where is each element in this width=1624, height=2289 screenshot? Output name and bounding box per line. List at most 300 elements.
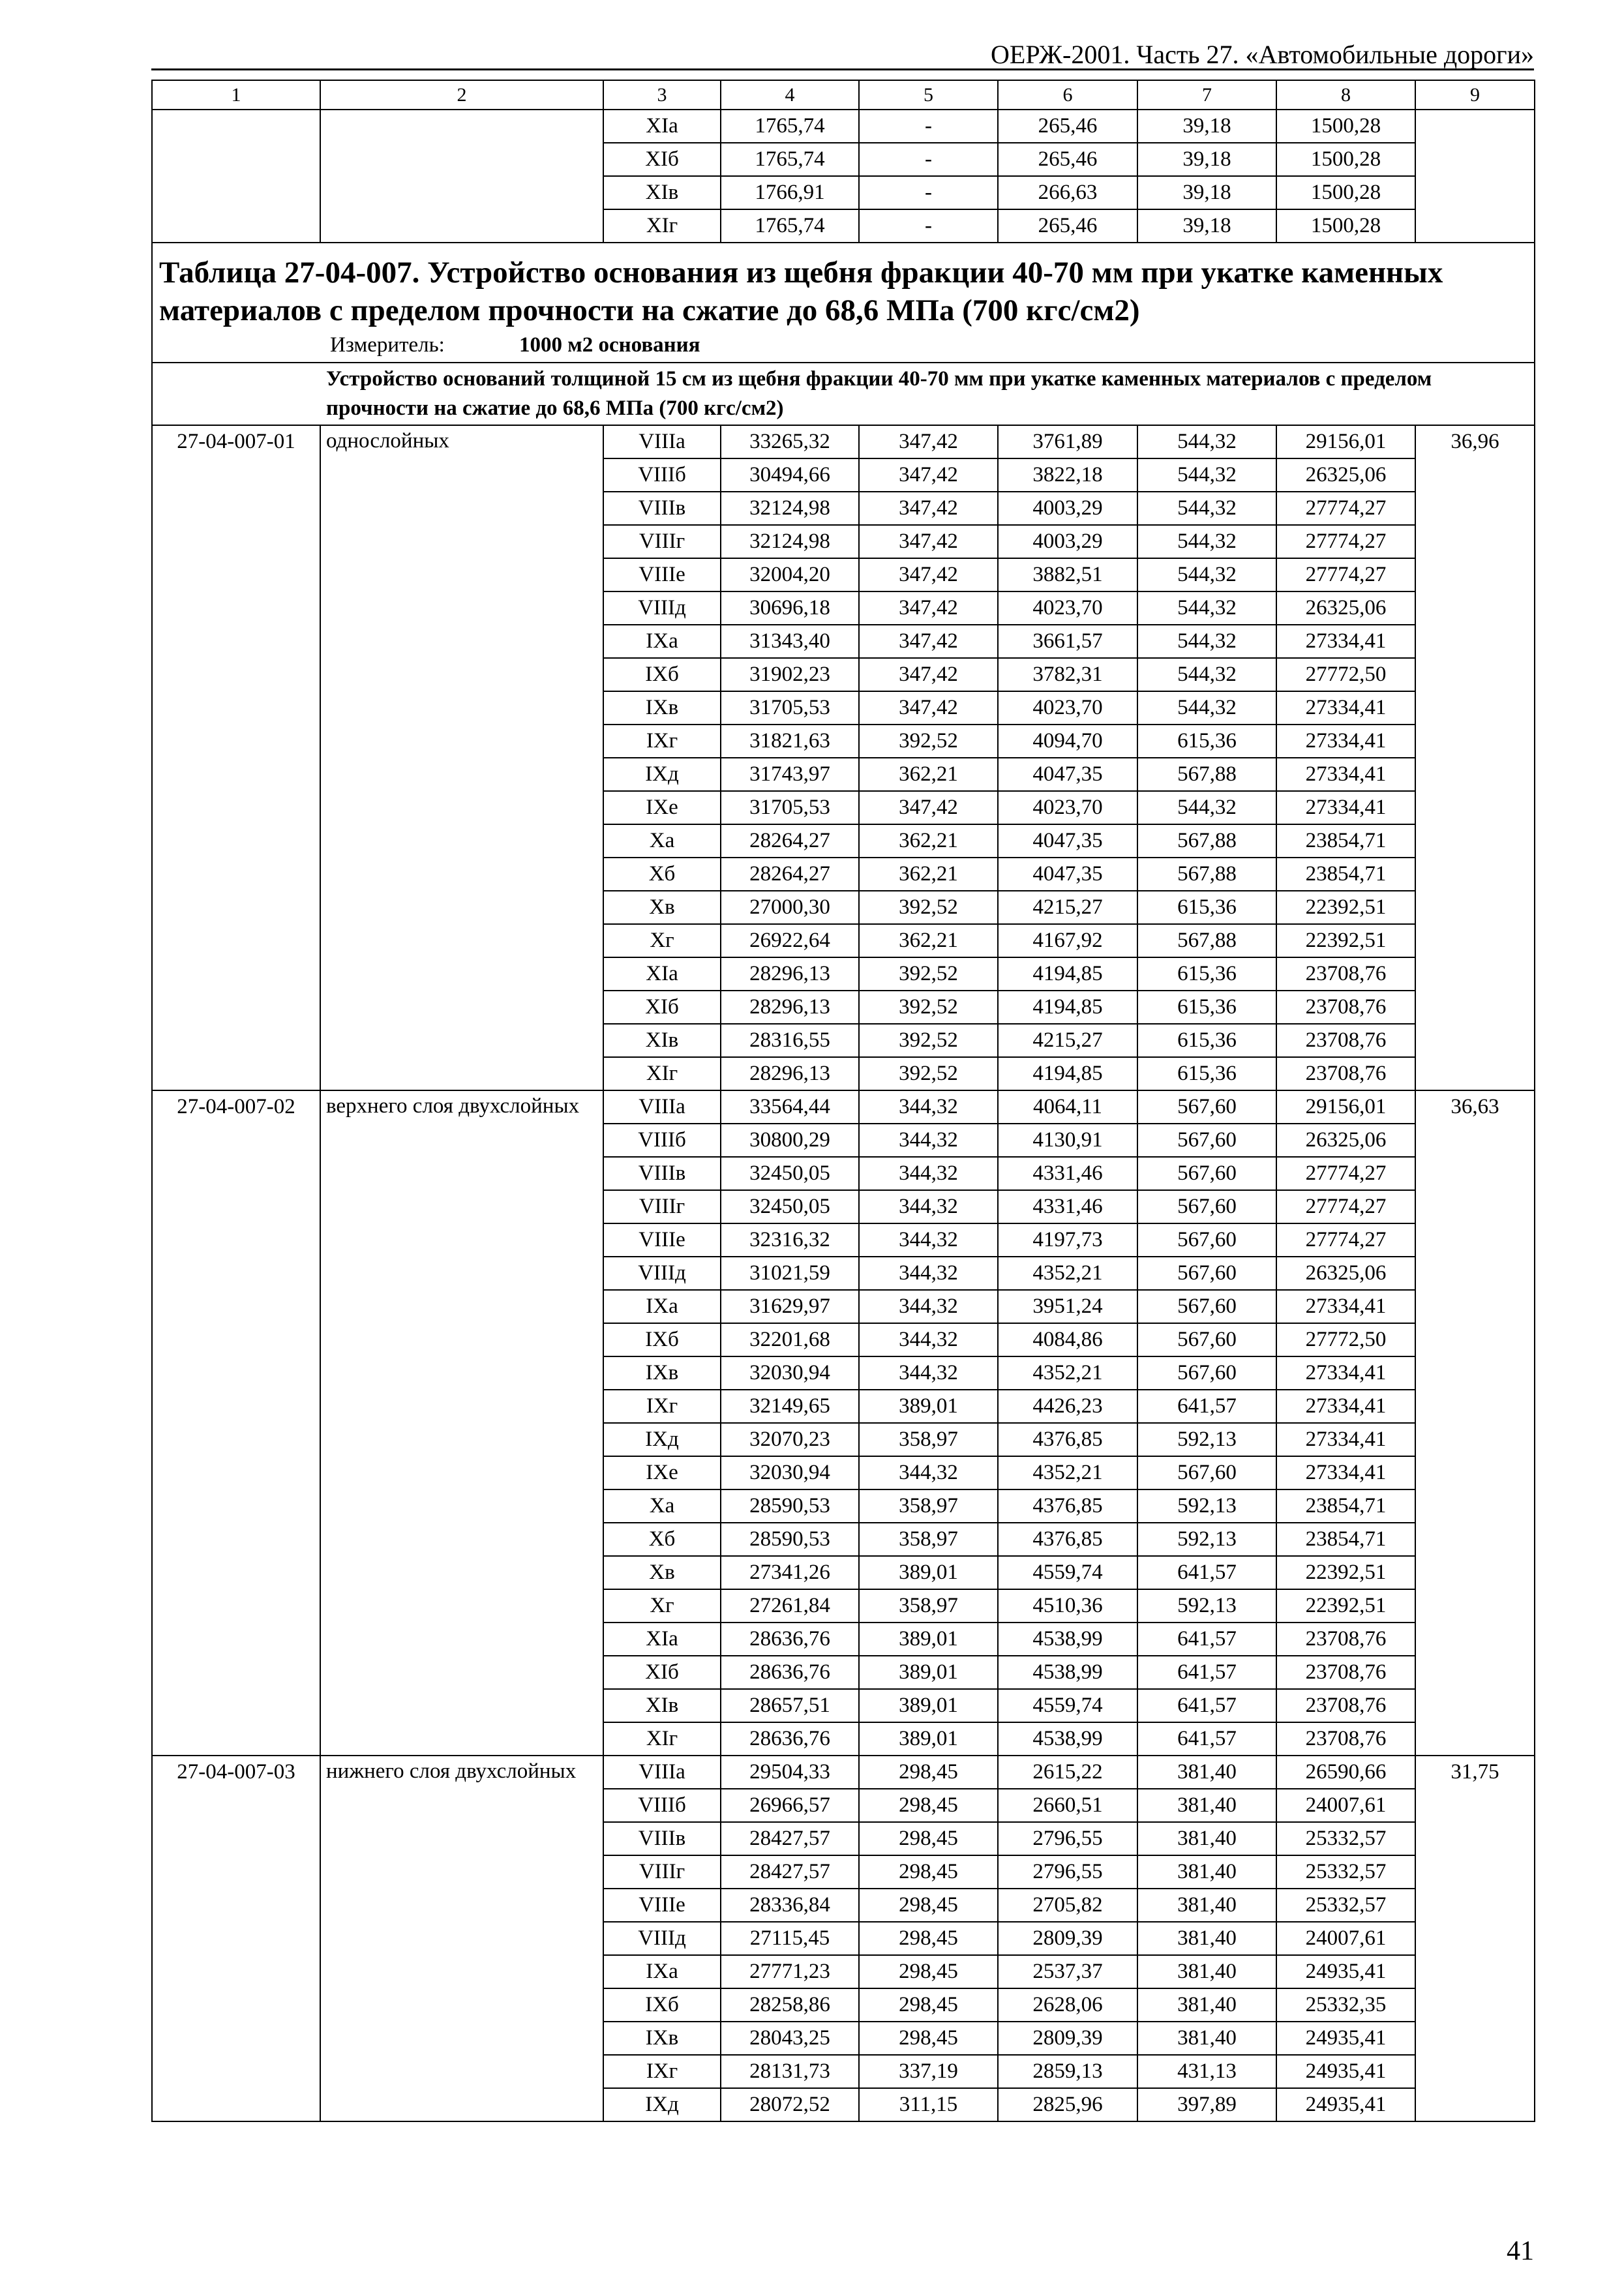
col6-cell: 4167,92 (998, 924, 1137, 957)
col5-cell: - (859, 176, 998, 209)
col8-cell: 27772,50 (1276, 1323, 1415, 1356)
col4-cell: 32004,20 (721, 558, 859, 591)
col6-cell: 4538,99 (998, 1722, 1137, 1756)
col5-cell: 298,45 (859, 1889, 998, 1922)
col4-cell: 32450,05 (721, 1157, 859, 1190)
col7-cell: 641,57 (1137, 1623, 1276, 1656)
col8-cell: 24935,41 (1276, 2022, 1415, 2055)
col8-cell: 27334,41 (1276, 791, 1415, 824)
col6-cell: 3951,24 (998, 1290, 1137, 1323)
col7-cell: 39,18 (1137, 110, 1276, 143)
zone-cell: IXб (603, 658, 721, 691)
col6-cell: 2628,06 (998, 1988, 1137, 2022)
col4-cell: 31705,53 (721, 691, 859, 725)
col8-cell: 1500,28 (1276, 110, 1415, 143)
col7-cell: 615,36 (1137, 725, 1276, 758)
zone-cell: IXе (603, 791, 721, 824)
col4-cell: 27341,26 (721, 1556, 859, 1589)
col7-cell: 567,60 (1137, 1290, 1276, 1323)
col7-cell: 39,18 (1137, 143, 1276, 176)
col6-cell: 4194,85 (998, 957, 1137, 991)
name-cell: однослойных (320, 425, 603, 1090)
zone-cell: VIIIб (603, 1124, 721, 1157)
zone-cell: VIIIв (603, 492, 721, 525)
col4-cell: 28427,57 (721, 1822, 859, 1855)
col4-cell: 31343,40 (721, 625, 859, 658)
zone-cell: VIIIг (603, 1855, 721, 1889)
col4-cell: 28296,13 (721, 1057, 859, 1090)
col6-cell: 3822,18 (998, 458, 1137, 492)
col5-cell: 392,52 (859, 725, 998, 758)
col6-cell: 4003,29 (998, 492, 1137, 525)
code-cell: 27-04-007-03 (152, 1756, 320, 2121)
col4-cell: 28636,76 (721, 1722, 859, 1756)
zone-cell: IXв (603, 691, 721, 725)
col7-cell: 39,18 (1137, 176, 1276, 209)
col6-cell: 4538,99 (998, 1656, 1137, 1689)
column-number: 1 (152, 80, 320, 110)
col6-cell: 2809,39 (998, 2022, 1137, 2055)
col6-cell: 4047,35 (998, 824, 1137, 858)
code-cell: 27-04-007-01 (152, 425, 320, 1090)
measure-label: Измеритель: (330, 333, 445, 357)
zone-cell: VIIIд (603, 1257, 721, 1290)
col8-cell: 27334,41 (1276, 1423, 1415, 1456)
zone-cell: XIа (603, 110, 721, 143)
table-row (152, 1090, 1535, 1124)
col4-cell: 28072,52 (721, 2088, 859, 2121)
column-number: 5 (859, 80, 998, 110)
col6-cell: 2796,55 (998, 1855, 1137, 1889)
zone-cell: VIIIг (603, 525, 721, 558)
col4-cell: 30800,29 (721, 1124, 859, 1157)
col5-cell: 347,42 (859, 625, 998, 658)
col4-cell: 26922,64 (721, 924, 859, 957)
zone-cell: IXа (603, 1955, 721, 1988)
col8-cell: 23854,71 (1276, 1489, 1415, 1523)
code-cell (152, 110, 320, 243)
col4-cell: 28296,13 (721, 957, 859, 991)
col4-cell: 1765,74 (721, 143, 859, 176)
col8-cell: 27334,41 (1276, 1390, 1415, 1423)
col8-cell: 27774,27 (1276, 1190, 1415, 1223)
col8-cell: 26325,06 (1276, 458, 1415, 492)
zone-cell: XIа (603, 1623, 721, 1656)
column-number-row (152, 80, 1535, 110)
zone-cell: VIIIв (603, 1157, 721, 1190)
col4-cell: 32124,98 (721, 492, 859, 525)
col6-cell: 4064,11 (998, 1090, 1137, 1124)
zone-cell: IXв (603, 1356, 721, 1390)
col5-cell: 298,45 (859, 1922, 998, 1955)
col6-cell: 3782,31 (998, 658, 1137, 691)
col6-cell: 2615,22 (998, 1756, 1137, 1789)
col7-cell: 381,40 (1137, 1789, 1276, 1822)
col5-cell: 362,21 (859, 924, 998, 957)
col8-cell: 23854,71 (1276, 824, 1415, 858)
col5-cell: 344,32 (859, 1290, 998, 1323)
zone-cell: VIIIв (603, 1822, 721, 1855)
col7-cell: 615,36 (1137, 957, 1276, 991)
col6-cell: 2660,51 (998, 1789, 1137, 1822)
zone-cell: XIа (603, 957, 721, 991)
col5-cell: 392,52 (859, 957, 998, 991)
col6-cell: 4559,74 (998, 1556, 1137, 1589)
col7-cell: 381,40 (1137, 1756, 1276, 1789)
zone-cell: IXд (603, 1423, 721, 1456)
col7-cell: 39,18 (1137, 209, 1276, 243)
zone-cell: VIIIа (603, 1090, 721, 1124)
name-cell (320, 110, 603, 243)
col4-cell: 28636,76 (721, 1623, 859, 1656)
col5-cell: 347,42 (859, 458, 998, 492)
col5-cell: 347,42 (859, 791, 998, 824)
col7-cell: 381,40 (1137, 1822, 1276, 1855)
col7-cell: 381,40 (1137, 1922, 1276, 1955)
col7-cell: 641,57 (1137, 1556, 1276, 1589)
column-number: 9 (1415, 80, 1535, 110)
col7-cell: 567,60 (1137, 1190, 1276, 1223)
col5-cell: 389,01 (859, 1656, 998, 1689)
page-number: 41 (1507, 2236, 1534, 2266)
col8-cell: 22392,51 (1276, 1556, 1415, 1589)
col7-cell: 544,32 (1137, 458, 1276, 492)
table-subtitle: Устройство оснований толщиной 15 см из щебня фракции 40-70 мм при укатке каменных материалов с пределом прочности на сжатие до 68,6 МПа (700 кгс/см2) (152, 363, 1535, 425)
col7-cell: 615,36 (1137, 991, 1276, 1024)
col4-cell: 31902,23 (721, 658, 859, 691)
col8-cell: 27334,41 (1276, 625, 1415, 658)
col7-cell: 544,32 (1137, 625, 1276, 658)
col8-cell: 29156,01 (1276, 1090, 1415, 1124)
col4-cell: 1766,91 (721, 176, 859, 209)
col8-cell: 27774,27 (1276, 525, 1415, 558)
page-header (151, 37, 1534, 70)
col7-cell: 567,60 (1137, 1257, 1276, 1290)
zone-cell: VIIIб (603, 1789, 721, 1822)
col8-cell: 23708,76 (1276, 1689, 1415, 1722)
col8-cell: 1500,28 (1276, 209, 1415, 243)
col5-cell: 392,52 (859, 1024, 998, 1057)
col9-cell: 31,75 (1415, 1756, 1535, 2121)
col8-cell: 23708,76 (1276, 1722, 1415, 1756)
col5-cell: 389,01 (859, 1722, 998, 1756)
col6-cell: 2537,37 (998, 1955, 1137, 1988)
col6-cell: 265,46 (998, 143, 1137, 176)
zone-cell: IXг (603, 2055, 721, 2088)
col8-cell: 27772,50 (1276, 658, 1415, 691)
col5-cell: 347,42 (859, 525, 998, 558)
col4-cell: 27115,45 (721, 1922, 859, 1955)
header-title: ОЕРЖ-2001. Часть 27. «Автомобильные дороги» (991, 40, 1534, 69)
col4-cell: 28636,76 (721, 1656, 859, 1689)
col5-cell: 358,97 (859, 1489, 998, 1523)
col7-cell: 544,32 (1137, 691, 1276, 725)
col5-cell: - (859, 143, 998, 176)
col4-cell: 29504,33 (721, 1756, 859, 1789)
col4-cell: 33564,44 (721, 1090, 859, 1124)
col5-cell: 344,32 (859, 1456, 998, 1489)
zone-cell: IXе (603, 1456, 721, 1489)
col6-cell: 4003,29 (998, 525, 1137, 558)
col7-cell: 544,32 (1137, 525, 1276, 558)
col8-cell: 24935,41 (1276, 2055, 1415, 2088)
column-number: 6 (998, 80, 1137, 110)
col6-cell: 2705,82 (998, 1889, 1137, 1922)
col7-cell: 544,32 (1137, 558, 1276, 591)
col4-cell: 32450,05 (721, 1190, 859, 1223)
measure-value: 1000 м2 основания (519, 333, 700, 357)
col8-cell: 24007,61 (1276, 1789, 1415, 1822)
col8-cell: 23708,76 (1276, 1057, 1415, 1090)
col5-cell: 392,52 (859, 1057, 998, 1090)
col8-cell: 23708,76 (1276, 1656, 1415, 1689)
col4-cell: 27771,23 (721, 1955, 859, 1988)
col6-cell: 4094,70 (998, 725, 1137, 758)
col5-cell: 344,32 (859, 1257, 998, 1290)
col6-cell: 4023,70 (998, 591, 1137, 625)
col5-cell: 344,32 (859, 1323, 998, 1356)
col8-cell: 23708,76 (1276, 991, 1415, 1024)
col8-cell: 23854,71 (1276, 858, 1415, 891)
col4-cell: 1765,74 (721, 110, 859, 143)
zone-cell: Xг (603, 924, 721, 957)
col5-cell: 389,01 (859, 1556, 998, 1589)
col7-cell: 567,60 (1137, 1323, 1276, 1356)
col6-cell: 2796,55 (998, 1822, 1137, 1855)
col8-cell: 27774,27 (1276, 558, 1415, 591)
col4-cell: 31743,97 (721, 758, 859, 791)
col4-cell: 32070,23 (721, 1423, 859, 1456)
col4-cell: 32124,98 (721, 525, 859, 558)
col4-cell: 28264,27 (721, 824, 859, 858)
zone-cell: IXг (603, 725, 721, 758)
zone-cell: IXб (603, 1988, 721, 2022)
col5-cell: 347,42 (859, 658, 998, 691)
col4-cell: 32316,32 (721, 1223, 859, 1257)
col5-cell: 362,21 (859, 824, 998, 858)
name-cell: нижнего слоя двухслойных (320, 1756, 603, 2121)
col5-cell: 344,32 (859, 1223, 998, 1257)
col9-cell: 36,63 (1415, 1090, 1535, 1756)
col4-cell: 28258,86 (721, 1988, 859, 2022)
col7-cell: 431,13 (1137, 2055, 1276, 2088)
col6-cell: 4559,74 (998, 1689, 1137, 1722)
col6-cell: 4510,36 (998, 1589, 1137, 1623)
col8-cell: 25332,57 (1276, 1855, 1415, 1889)
col6-cell: 2825,96 (998, 2088, 1137, 2121)
col6-cell: 265,46 (998, 209, 1137, 243)
zone-cell: IXв (603, 2022, 721, 2055)
col6-cell: 4352,21 (998, 1356, 1137, 1390)
table-row (152, 110, 1535, 143)
col5-cell: 389,01 (859, 1623, 998, 1656)
col7-cell: 567,60 (1137, 1456, 1276, 1489)
col8-cell: 27334,41 (1276, 1456, 1415, 1489)
zone-cell: XIв (603, 176, 721, 209)
zone-cell: Xб (603, 858, 721, 891)
col5-cell: 347,42 (859, 492, 998, 525)
col6-cell: 3761,89 (998, 425, 1137, 458)
zone-cell: VIIIа (603, 1756, 721, 1789)
zone-cell: XIб (603, 1656, 721, 1689)
col4-cell: 26966,57 (721, 1789, 859, 1822)
col5-cell: 298,45 (859, 1756, 998, 1789)
zone-cell: IXб (603, 1323, 721, 1356)
col4-cell: 28131,73 (721, 2055, 859, 2088)
column-number: 2 (320, 80, 603, 110)
col8-cell: 27334,41 (1276, 725, 1415, 758)
col4-cell: 32201,68 (721, 1323, 859, 1356)
column-number: 4 (721, 80, 859, 110)
col6-cell: 266,63 (998, 176, 1137, 209)
col7-cell: 544,32 (1137, 425, 1276, 458)
col8-cell: 25332,57 (1276, 1822, 1415, 1855)
col6-cell: 4538,99 (998, 1623, 1137, 1656)
col8-cell: 26325,06 (1276, 591, 1415, 625)
col6-cell: 4352,21 (998, 1456, 1137, 1489)
table-row (152, 1756, 1535, 1789)
col7-cell: 615,36 (1137, 1057, 1276, 1090)
zone-cell: VIIIд (603, 1922, 721, 1955)
col4-cell: 1765,74 (721, 209, 859, 243)
col4-cell: 28590,53 (721, 1489, 859, 1523)
col5-cell: 392,52 (859, 891, 998, 924)
col8-cell: 24935,41 (1276, 1955, 1415, 1988)
zone-cell: VIIIб (603, 458, 721, 492)
zone-cell: XIг (603, 1722, 721, 1756)
col8-cell: 1500,28 (1276, 143, 1415, 176)
col4-cell: 28264,27 (721, 858, 859, 891)
col7-cell: 567,60 (1137, 1356, 1276, 1390)
col7-cell: 381,40 (1137, 1889, 1276, 1922)
col8-cell: 25332,57 (1276, 1889, 1415, 1922)
col7-cell: 544,32 (1137, 591, 1276, 625)
col7-cell: 544,32 (1137, 658, 1276, 691)
col4-cell: 32030,94 (721, 1456, 859, 1489)
table-title: Таблица 27-04-007. Устройство основания из щебня фракции 40-70 мм при укатке каменных материалов с пределом прочности на сжатие до 68,6 МПа (700 кгс/см2) (159, 256, 1443, 327)
col7-cell: 381,40 (1137, 1855, 1276, 1889)
code-cell: 27-04-007-02 (152, 1090, 320, 1756)
col5-cell: 344,32 (859, 1356, 998, 1390)
col7-cell: 567,88 (1137, 858, 1276, 891)
col7-cell: 641,57 (1137, 1656, 1276, 1689)
price-table (151, 80, 1535, 2122)
zone-cell: VIIIе (603, 1889, 721, 1922)
col8-cell: 26590,66 (1276, 1756, 1415, 1789)
zone-cell: Xв (603, 1556, 721, 1589)
zone-cell: IXа (603, 1290, 721, 1323)
col5-cell: 344,32 (859, 1124, 998, 1157)
zone-cell: VIIIа (603, 425, 721, 458)
zone-cell: Xб (603, 1523, 721, 1556)
col5-cell: 392,52 (859, 991, 998, 1024)
col8-cell: 22392,51 (1276, 924, 1415, 957)
col6-cell: 4331,46 (998, 1157, 1137, 1190)
col4-cell: 28657,51 (721, 1689, 859, 1722)
col8-cell: 27774,27 (1276, 492, 1415, 525)
col7-cell: 567,60 (1137, 1090, 1276, 1124)
col5-cell: 358,97 (859, 1523, 998, 1556)
col8-cell: 27334,41 (1276, 758, 1415, 791)
col6-cell: 4047,35 (998, 858, 1137, 891)
col5-cell: 347,42 (859, 591, 998, 625)
zone-cell: XIв (603, 1689, 721, 1722)
col7-cell: 567,60 (1137, 1124, 1276, 1157)
col8-cell: 23708,76 (1276, 1623, 1415, 1656)
col5-cell: 344,32 (859, 1090, 998, 1124)
zone-cell: VIIIг (603, 1190, 721, 1223)
table-row (152, 425, 1535, 458)
col4-cell: 31629,97 (721, 1290, 859, 1323)
col5-cell: - (859, 110, 998, 143)
col6-cell: 4130,91 (998, 1124, 1137, 1157)
col4-cell: 31821,63 (721, 725, 859, 758)
col5-cell: 358,97 (859, 1589, 998, 1623)
col5-cell: 344,32 (859, 1190, 998, 1223)
col7-cell: 615,36 (1137, 891, 1276, 924)
col7-cell: 397,89 (1137, 2088, 1276, 2121)
col5-cell: 362,21 (859, 858, 998, 891)
col5-cell: 389,01 (859, 1689, 998, 1722)
col7-cell: 592,13 (1137, 1423, 1276, 1456)
col6-cell: 4331,46 (998, 1190, 1137, 1223)
col5-cell: 358,97 (859, 1423, 998, 1456)
col4-cell: 32149,65 (721, 1390, 859, 1423)
col7-cell: 641,57 (1137, 1390, 1276, 1423)
col4-cell: 28043,25 (721, 2022, 859, 2055)
col8-cell: 24935,41 (1276, 2088, 1415, 2121)
col4-cell: 30494,66 (721, 458, 859, 492)
col6-cell: 4376,85 (998, 1489, 1137, 1523)
col4-cell: 33265,32 (721, 425, 859, 458)
zone-cell: Xг (603, 1589, 721, 1623)
col5-cell: - (859, 209, 998, 243)
zone-cell: IXд (603, 758, 721, 791)
col7-cell: 567,88 (1137, 924, 1276, 957)
col6-cell: 4194,85 (998, 991, 1137, 1024)
col8-cell: 1500,28 (1276, 176, 1415, 209)
col9-cell: 36,96 (1415, 425, 1535, 1090)
col4-cell: 28316,55 (721, 1024, 859, 1057)
col5-cell: 337,19 (859, 2055, 998, 2088)
col7-cell: 592,13 (1137, 1589, 1276, 1623)
col8-cell: 23708,76 (1276, 1024, 1415, 1057)
col7-cell: 567,60 (1137, 1157, 1276, 1190)
col6-cell: 4023,70 (998, 791, 1137, 824)
col9-cell (1415, 110, 1535, 243)
col4-cell: 27000,30 (721, 891, 859, 924)
col6-cell: 4376,85 (998, 1423, 1137, 1456)
col6-cell: 4376,85 (998, 1523, 1137, 1556)
col7-cell: 567,88 (1137, 824, 1276, 858)
col8-cell: 25332,35 (1276, 1988, 1415, 2022)
zone-cell: XIб (603, 143, 721, 176)
col8-cell: 23708,76 (1276, 957, 1415, 991)
col7-cell: 641,57 (1137, 1722, 1276, 1756)
col6-cell: 4047,35 (998, 758, 1137, 791)
col7-cell: 381,40 (1137, 1955, 1276, 1988)
col4-cell: 27261,84 (721, 1589, 859, 1623)
zone-cell: XIг (603, 209, 721, 243)
col8-cell: 26325,06 (1276, 1257, 1415, 1290)
table-title-block (152, 243, 1535, 363)
col6-cell: 4215,27 (998, 891, 1137, 924)
zone-cell: VIIIе (603, 558, 721, 591)
col8-cell: 27774,27 (1276, 1157, 1415, 1190)
col6-cell: 4426,23 (998, 1390, 1137, 1423)
col7-cell: 567,60 (1137, 1223, 1276, 1257)
column-number: 7 (1137, 80, 1276, 110)
